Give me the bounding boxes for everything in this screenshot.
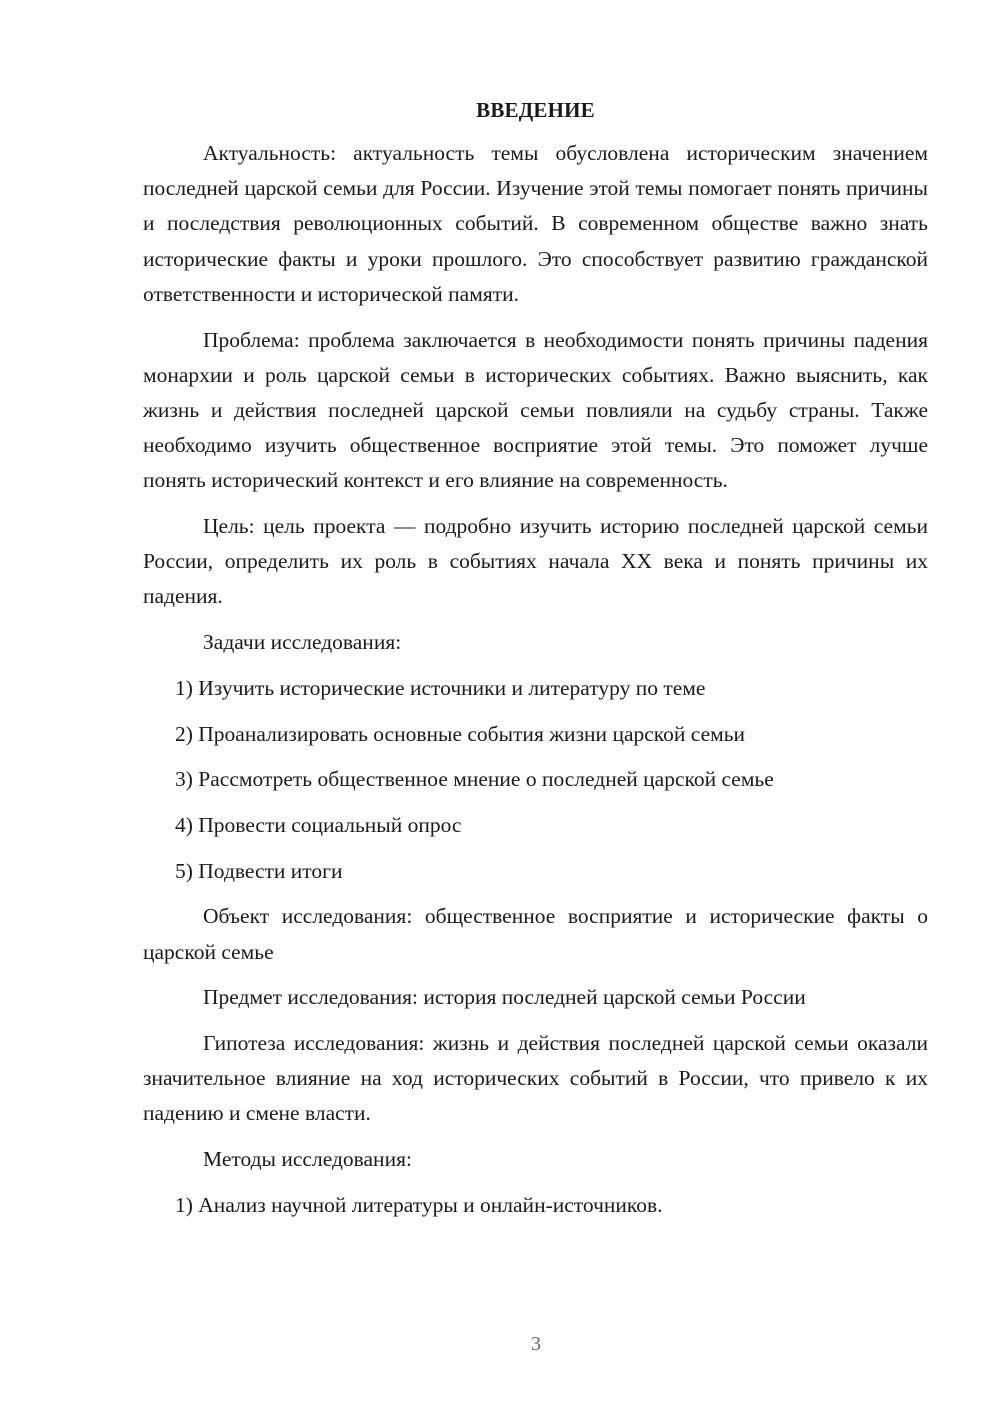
list-item: 2) Проанализировать основные события жизни царской семьи [175, 721, 746, 746]
list-item: 1) Изучить исторические источники и литературу по теме [175, 675, 706, 700]
list-item: 3) Рассмотреть общественное мнение о последней царской семье [175, 767, 774, 792]
subject-paragraph: Предмет исследования: история последней царской семьи России [203, 985, 806, 1010]
methods-heading: Методы исследования: [203, 1147, 412, 1172]
relevance-paragraph: Актуальность: актуальность темы обусловлена историческим значением последней царской семьи для России. Изучение этой темы помогает понять причины и последствия революционных событий. В современном обществе важно знать исторические факты и уроки прошлого. Это способствует развитию гражданской ответственности и исторической памяти. [143, 141, 928, 306]
methods-list [143, 1188, 928, 1223]
tasks-list [143, 671, 928, 889]
problem-paragraph: Проблема: проблема заключается в необходимости понять причины падения монархии и роль царской семьи в исторических событиях. Важно выяснить, как жизнь и действия последней царской семьи повлияли на судьбу страны. Также необходимо изучить общественное восприятие этой темы. Это поможет лучше понять исторический контекст и его влияние на современность. [143, 327, 928, 493]
goal-paragraph: Цель: цель проекта — подробно изучить историю последней царской семьи России, определить их роль в событиях начала XX века и понять причины их падения. [143, 514, 928, 609]
object-paragraph: Объект исследования: общественное восприятие и исторические факты о царской семье [143, 904, 928, 964]
tasks-heading: Задачи исследования: [203, 630, 402, 655]
hypothesis-paragraph: Гипотеза исследования: жизнь и действия последней царской семьи оказали значительное влияние на ход исторических событий в России, что привело к их падению и смене власти. [143, 1030, 928, 1126]
list-item: 5) Подвести итоги [175, 858, 343, 883]
page-number: 3 [531, 1333, 541, 1355]
list-item: 1) Анализ научной литературы и онлайн-источников. [175, 1192, 663, 1217]
section-title: ВВЕДЕНИЕ [476, 98, 595, 122]
document-page [143, 92, 928, 1233]
list-item: 4) Провести социальный опрос [175, 812, 462, 837]
